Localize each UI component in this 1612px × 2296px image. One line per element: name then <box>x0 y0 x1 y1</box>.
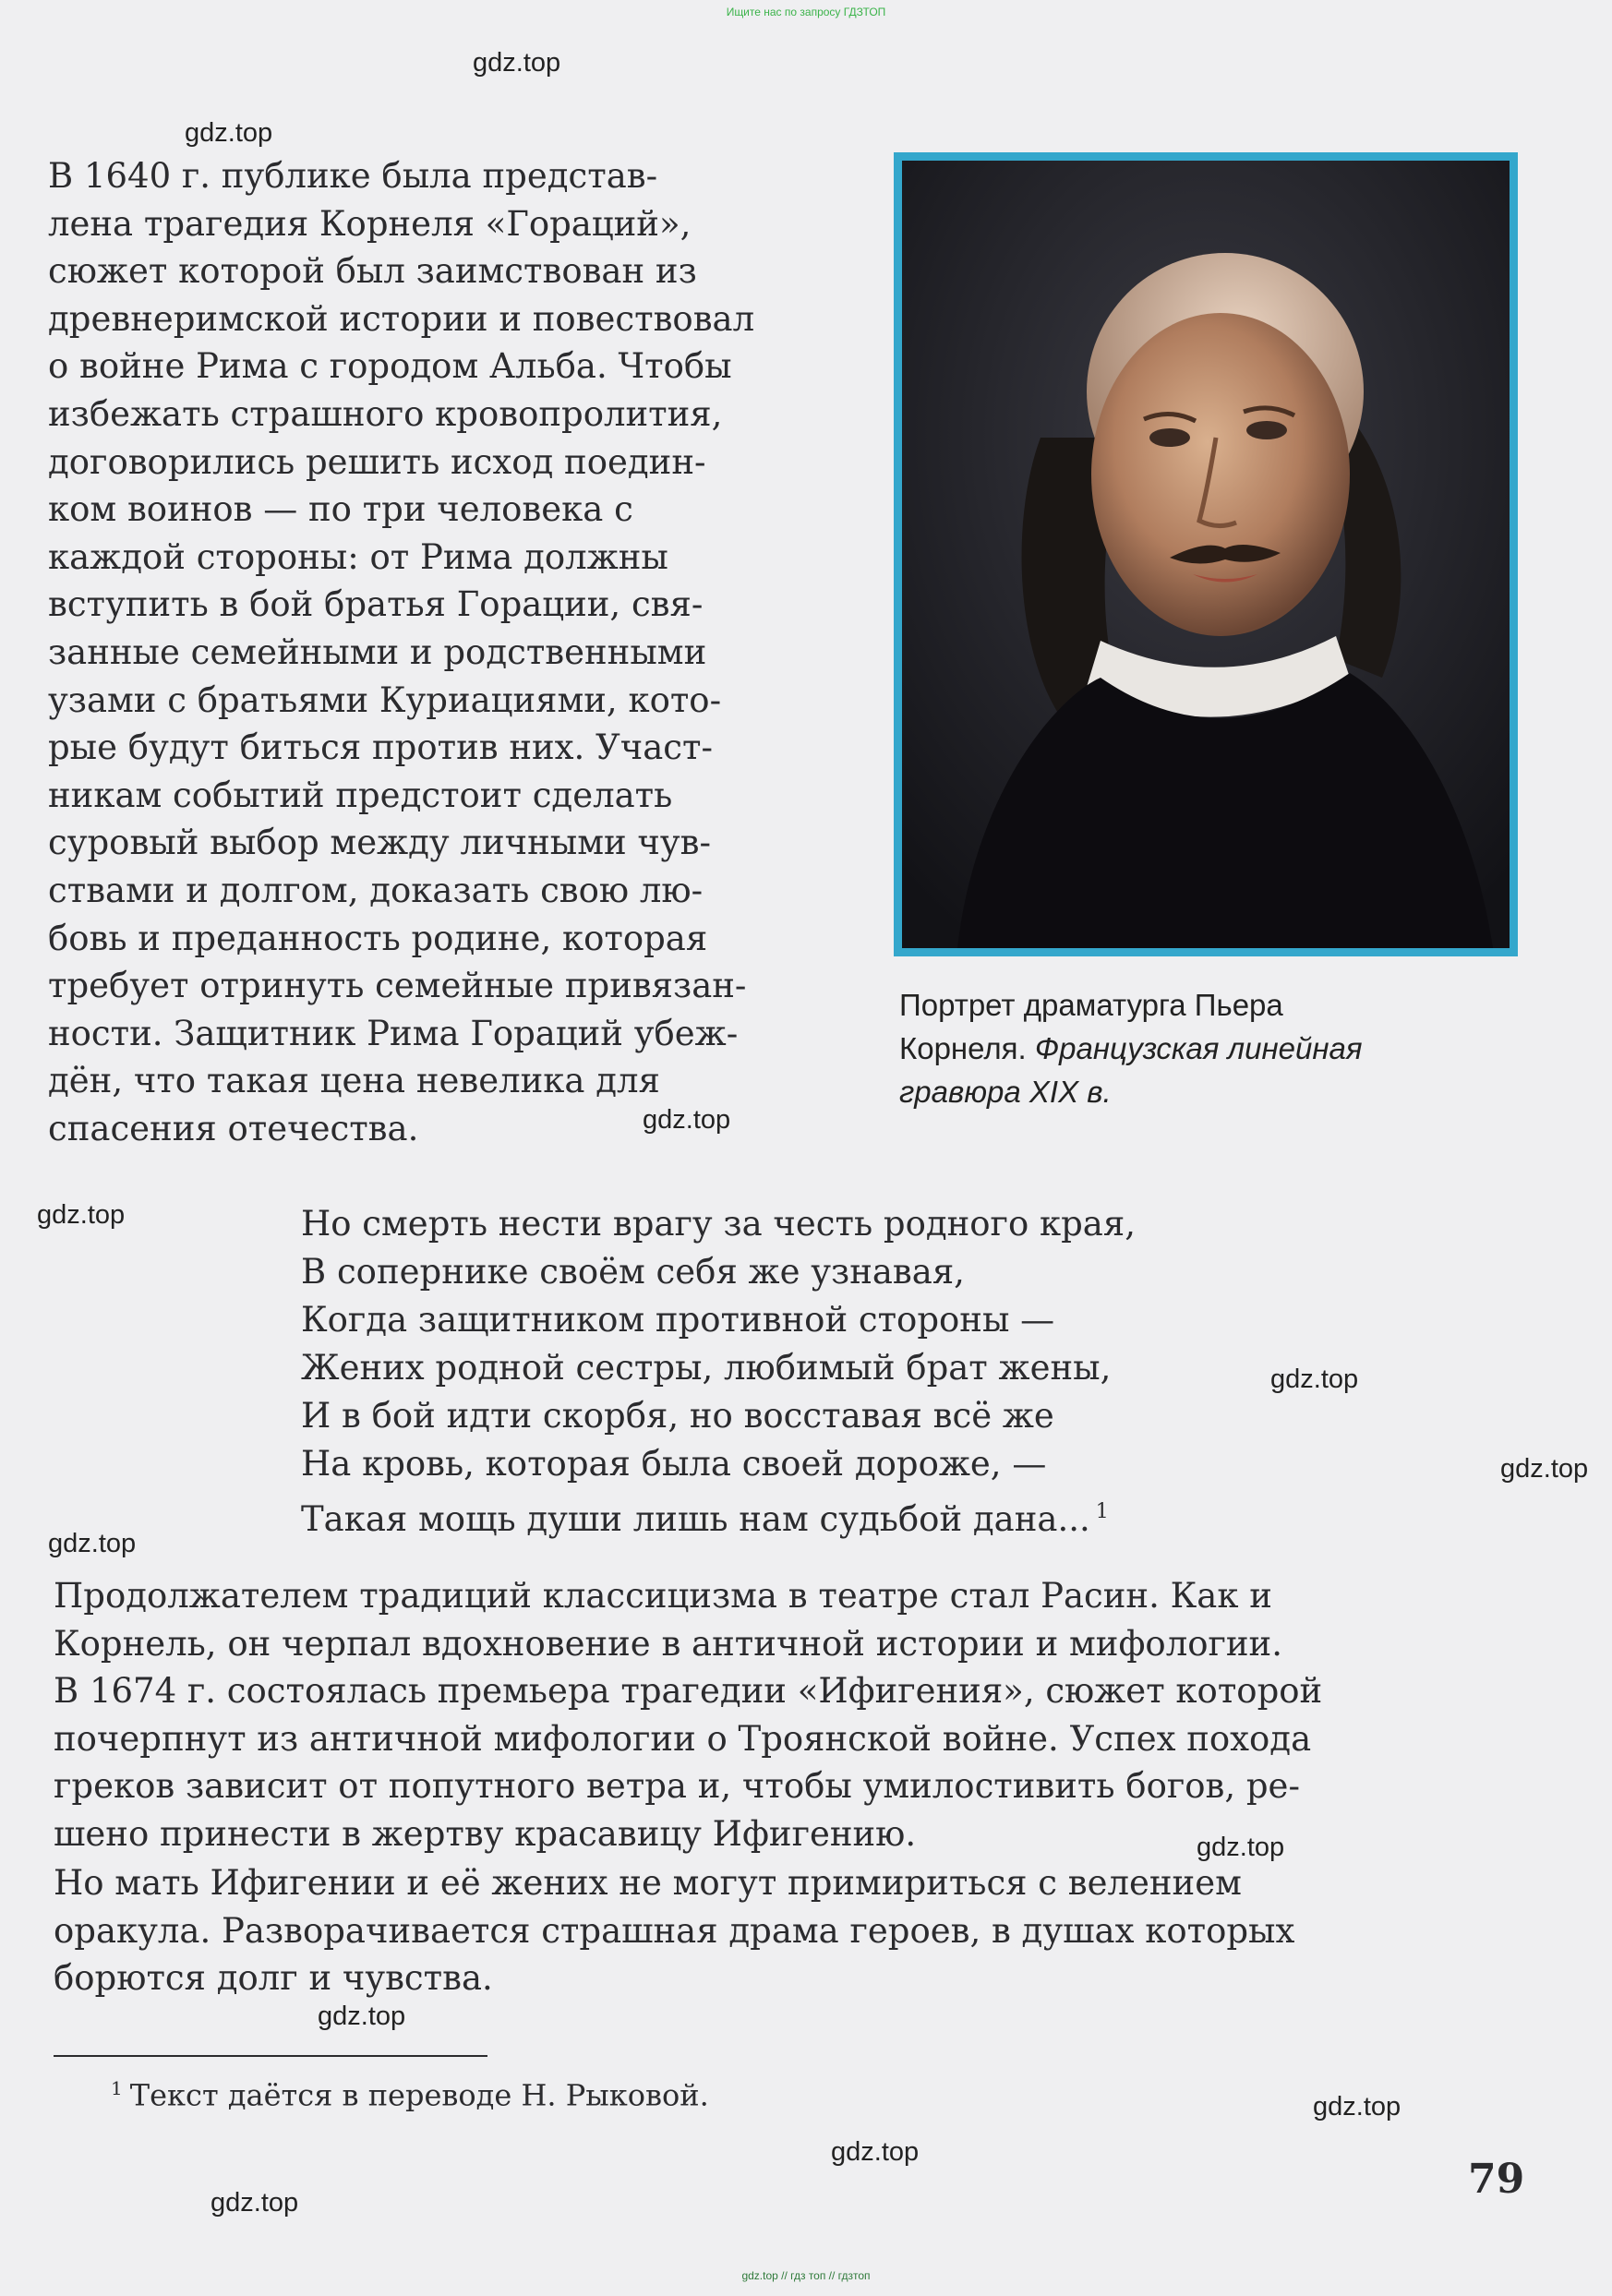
watermark: gdz.top <box>831 2137 920 2167</box>
caption-italic: гравюра XIX в. <box>899 1075 1112 1109</box>
text-line: В 1674 г. состоялась премьера трагедии «Ифигения», сюжет которой <box>54 1671 1323 1712</box>
footnote-text: Текст даётся в переводе Н. Рыковой. <box>129 2077 709 2113</box>
portrait-caption <box>899 983 1527 1113</box>
text-line: занные семейными и родственными <box>48 631 707 672</box>
text-line: греков зависит от попутного ветра и, чтобы умилостивить богов, ре- <box>54 1766 1300 1807</box>
text-line: ности. Защитник Рима Гораций убеж- <box>48 1013 739 1053</box>
watermark: gdz.top <box>643 1105 731 1135</box>
text-line: требует отринуть семейные привязан- <box>48 966 747 1006</box>
text-line: ком воинов — по три человека с <box>48 489 633 530</box>
verse-line: Такая мощь души лишь нам судьбой дана... <box>301 1499 1090 1539</box>
paragraph-corneille <box>48 152 842 1152</box>
footnote-divider <box>54 2055 487 2057</box>
text-line: узами с братьями Куриациями, кото- <box>48 679 722 720</box>
footnote-number: 1 <box>111 2077 123 2099</box>
caption-text: Корнеля. <box>899 1031 1035 1065</box>
text-line: рые будут биться против них. Участ- <box>48 727 714 768</box>
corneille-portrait <box>894 152 1518 956</box>
text-line: каждой стороны: от Рима должны <box>48 536 668 577</box>
verse-quote <box>301 1200 1363 1544</box>
watermark: gdz.top <box>473 48 561 78</box>
caption-line: Портрет драматурга Пьера <box>899 988 1283 1022</box>
text-line: лена трагедия Корнеля «Гораций», <box>48 203 692 244</box>
top-search-note: Ищите нас по запросу ГДЗТОП <box>726 6 886 18</box>
footnote <box>111 2077 709 2113</box>
text-line: борются долг и чувства. <box>54 1958 493 1999</box>
watermark: gdz.top <box>318 2001 406 2031</box>
watermark: gdz.top <box>185 118 273 148</box>
paragraph-racine <box>54 1572 1526 1858</box>
paragraph-iphigenia <box>54 1859 1526 2002</box>
verse-line: На кровь, которая была своей дороже, — <box>301 1444 1047 1484</box>
verse-line: В сопернике своём себя же узнавая, <box>301 1252 965 1292</box>
verse-line: Жених родной сестры, любимый брат жены, <box>301 1348 1112 1388</box>
footnote-mark: 1 <box>1095 1500 1109 1523</box>
watermark: gdz.top <box>1313 2092 1401 2122</box>
verse-line: Когда защитником противной стороны — <box>301 1300 1055 1340</box>
text-line: Но мать Ифигении и её жених не могут примириться с велением <box>54 1863 1242 1903</box>
text-line: вступить в бой братья Горации, свя- <box>48 584 704 625</box>
watermark: gdz.top <box>48 1529 137 1558</box>
verse-line: И в бой идти скорбя, но восставая всё же <box>301 1396 1054 1436</box>
caption-line <box>899 1070 1527 1113</box>
text-line: Корнель, он черпал вдохновение в античной истории и мифологии. <box>54 1623 1282 1664</box>
text-line: ствами и долгом, доказать свою лю- <box>48 870 704 910</box>
text-line: дён, что такая цена невелика для <box>48 1061 660 1101</box>
watermark: gdz.top <box>211 2188 299 2218</box>
text-line: избежать страшного кровопролития, <box>48 393 723 434</box>
text-line: Продолжателем традиций классицизма в театре стал Расин. Как и <box>54 1576 1272 1616</box>
verse-line: Но смерть нести врагу за честь родного края, <box>301 1204 1136 1244</box>
text-line: никам событий предстоит сделать <box>48 775 673 815</box>
text-line: договорились решить исход поедин- <box>48 441 706 482</box>
watermark: gdz.top <box>1197 1833 1285 1862</box>
text-line: оракула. Разворачивается страшная драма героев, в душах которых <box>54 1910 1295 1951</box>
text-line: шено принести в жертву красавицу Ифигению. <box>54 1813 917 1854</box>
text-line: сюжет которой был заимствован из <box>48 251 697 292</box>
watermark: gdz.top <box>1500 1454 1589 1484</box>
watermark: gdz.top <box>37 1200 126 1230</box>
text-line: почерпнут из античной мифологии о Троянской войне. Успех похода <box>54 1718 1312 1759</box>
verse-line-last <box>301 1488 1363 1544</box>
watermark: gdz.top <box>1270 1364 1359 1394</box>
text-line: древнеримской истории и повествовал <box>48 298 755 339</box>
caption-line <box>899 1027 1527 1070</box>
text-line: о войне Рима с городом Альба. Чтобы <box>48 346 732 387</box>
portrait-image <box>902 161 1510 948</box>
page-number: 79 <box>1468 2156 1525 2203</box>
text-line: бовь и преданность родине, которая <box>48 918 708 958</box>
bottom-note: gdz.top // гдз топ // гдзтоп <box>741 2269 871 2282</box>
text-line: спасения отечества. <box>48 1108 419 1148</box>
text-line: суровый выбор между личными чув- <box>48 823 711 863</box>
text-line: В 1640 г. публике была представ- <box>48 156 658 196</box>
caption-italic: Французская линейная <box>1034 1031 1363 1065</box>
